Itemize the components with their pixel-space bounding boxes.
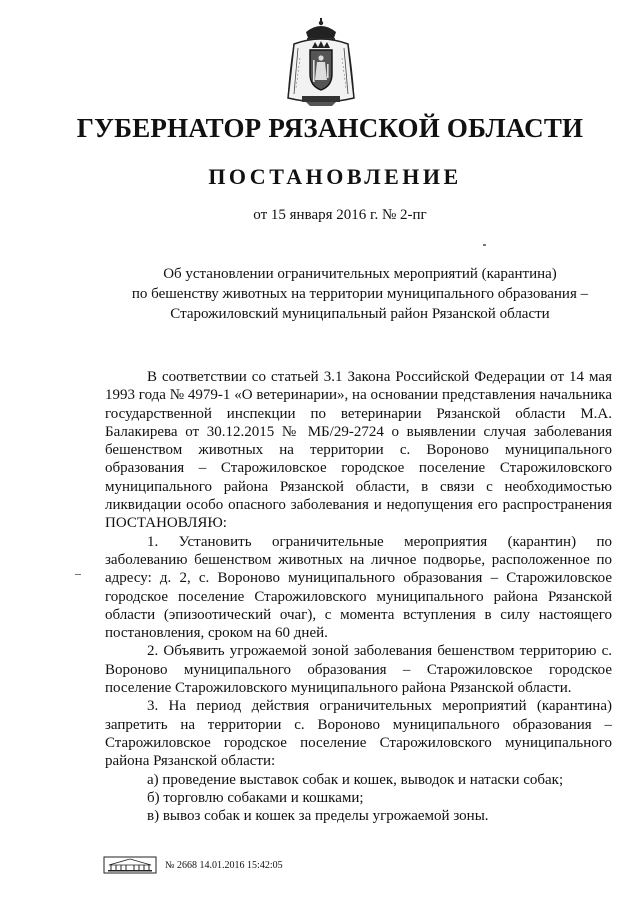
document-subject bbox=[90, 264, 630, 324]
subject-line: по бешенству животных на территории муниципального образования – bbox=[131, 286, 589, 302]
list-item: б) торговлю собаками и кошками; bbox=[147, 789, 364, 806]
document-body bbox=[105, 368, 612, 825]
preamble-paragraph: В соответствии со статьей 3.1 Закона Российской Федерации от 14 мая 1993 года № 4979-1 «О ветеринарии», на основании представления начальника государственной инспекции по ветеринарии Рязанской области М.А. Балакирева от 30.12.2015 № МБ/29-2724 о выявлении случая заболевания бешенством животных на территории с. Вороново муниципального образования – Старожиловское городское поселение Старожиловского муниципального района Рязанской области, в связи с необходимостью ликвидации особо опасного заболевания и недопущения его распространения ПОСТАНОВЛЯЮ: bbox=[105, 369, 612, 532]
list-item: а) проведение выставок собак и кошек, выводок и натаски собак; bbox=[147, 771, 564, 788]
scan-speck bbox=[483, 244, 486, 246]
registration-footer bbox=[103, 855, 283, 875]
point-2-paragraph: 2. Объявить угрожаемой зоной заболевания бешенством территорию с. Вороново муниципального образования – Старожиловское городское поселение Старожиловского муниципального района Рязанской области. bbox=[105, 643, 612, 697]
document-type: ПОСТАНОВЛЕНИЕ bbox=[208, 164, 462, 189]
document-date-number: от 15 января 2016 г. № 2-пг bbox=[253, 207, 427, 223]
point-3-paragraph: 3. На период действия ограничительных мероприятий (карантина) запретить на территории с. Вороново муниципального образования – Старожиловское городское поселение Старожиловского муниципального района Рязанской области: bbox=[105, 698, 612, 770]
subject-line: Об установлении ограничительных мероприятий (карантина) bbox=[163, 266, 557, 282]
issuer-title: ГУБЕРНАТОР РЯЗАНСКОЙ ОБЛАСТИ bbox=[76, 113, 584, 143]
ryazan-coat-of-arms-icon bbox=[284, 18, 358, 108]
subject-line: Старожиловский муниципальный район Рязанской области bbox=[170, 306, 550, 322]
registration-stamp: № 2668 14.01.2016 15:42:05 bbox=[165, 859, 283, 871]
list-item: в) вывоз собак и кошек за пределы угрожаемой зоны. bbox=[147, 808, 489, 825]
point-1-paragraph: 1. Установить ограничительные мероприятия (карантин) по заболеванию бешенством животных на личное подворье, расположенное по адресу: д. 2, с. Вороново муниципального образования – Старожиловское городское поселение Старожиловского муниципального района Рязанской области (эпизоотический очаг), с момента вступления в силу настоящего постановления, сроком на 60 дней. bbox=[105, 533, 612, 642]
scan-speck bbox=[75, 574, 81, 575]
government-building-logo-icon bbox=[103, 856, 157, 874]
